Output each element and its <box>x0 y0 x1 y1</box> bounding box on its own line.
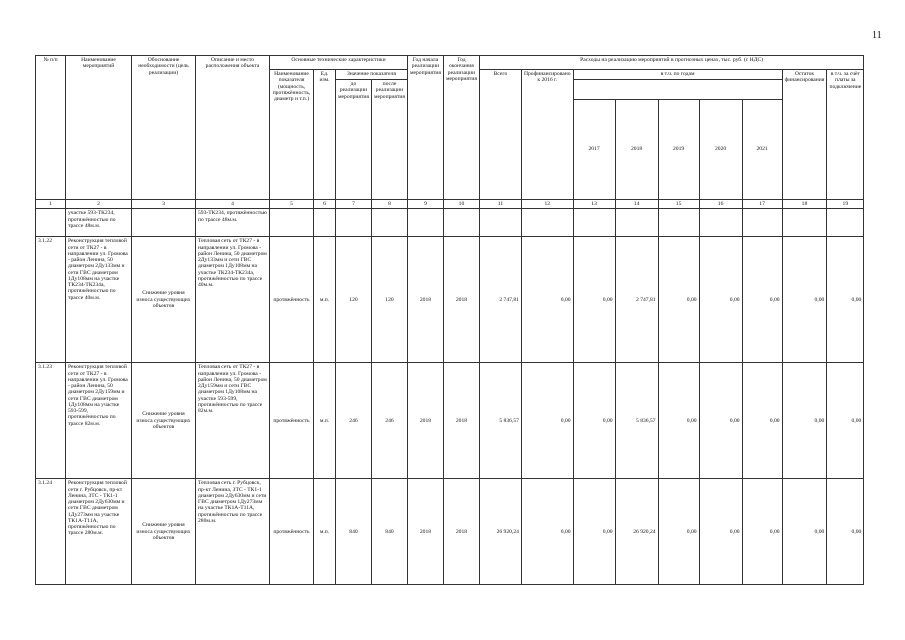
cell-before: 246 <box>336 363 372 479</box>
cell-name: Реконструкция тепловой сети от ТК27 - в направлении ул. Громова - район Ленина, 50 диаметром 2Ду159мм и сети ГВС диаметром 1Ду108мм на участке 593-599, протяжённостью по трассе 82м.м. <box>66 363 132 479</box>
table-row <box>36 363 864 479</box>
cell-2019: 0,00 <box>658 479 699 585</box>
table-row <box>36 479 864 585</box>
cell-year-start: 2018 <box>407 479 443 585</box>
cell-justification: Снижение уровня износа существующих объектов <box>132 363 196 479</box>
cell-2021: 0,00 <box>742 363 782 479</box>
column-number: 15 <box>658 200 699 209</box>
column-number: 4 <box>196 200 270 209</box>
header-tech-after: после реализации мероприятия <box>371 80 407 200</box>
cell-num: 3.1.23 <box>36 363 66 479</box>
cell-tech-name: протяжённость <box>270 237 314 363</box>
header-year: 2017 <box>573 100 615 200</box>
cell-year-end: 2018 <box>443 237 479 363</box>
cell-2017: 0,00 <box>573 479 615 585</box>
cell-2021: 0,00 <box>742 479 782 585</box>
cell-description: Тепловая сеть от ТК27 - в направлении ул. Громова - район Ленина, 50 диаметром 2Ду133мм и сети ГВС диаметром 1Ду108мм на участке ТК234-ТК234а, протяжённостью по трассе 40м.м. <box>196 237 270 363</box>
header-year: 2020 <box>699 100 742 200</box>
cell-2020: 0,00 <box>699 363 742 479</box>
table-row-continuation <box>36 209 864 237</box>
header-by-years: в т.ч. по годам <box>573 70 782 80</box>
column-number: 3 <box>132 200 196 209</box>
table-row <box>36 237 864 363</box>
column-number: 8 <box>371 200 407 209</box>
column-number: 7 <box>336 200 372 209</box>
header-funded: Профинансировано к 2016 г. <box>521 70 573 200</box>
cell-connection: 0,00 <box>827 479 864 585</box>
cell-funded: 0,00 <box>521 237 573 363</box>
header-tech-unit: Ед. изм. <box>314 70 336 200</box>
cell-name: Реконструкция тепловой сети от ТК27 - в направлении ул. Громова - район Ленина, 50 диаметром 2Ду133мм и сети ГВС диаметром 1Ду108мм на участке ТК234-ТК234а, протяжённостью по трассе 40м.м. <box>66 237 132 363</box>
cell-2019: 0,00 <box>658 363 699 479</box>
cell-year-start: 2018 <box>407 363 443 479</box>
cell-year-start: 2018 <box>407 237 443 363</box>
column-number: 6 <box>314 200 336 209</box>
header-year: 2018 <box>615 100 658 200</box>
header-tech-group: Основные технические характеристики <box>270 56 408 70</box>
cell-justification: Снижение уровня износа существующих объектов <box>132 479 196 585</box>
cell-tech-name: протяжённость <box>270 363 314 479</box>
cell-2018: 26 920,24 <box>615 479 658 585</box>
header-costs: Расходы на реализацию мероприятий в прогнозных ценах, тыс. руб. (с НДС) <box>479 56 863 70</box>
cell-remaining: 0,00 <box>782 237 827 363</box>
column-number: 12 <box>521 200 573 209</box>
cell-after: 120 <box>371 237 407 363</box>
header-num: № п/п <box>36 56 66 200</box>
cell-unit: м.п. <box>314 363 336 479</box>
column-number: 11 <box>479 200 521 209</box>
investment-table <box>35 55 864 585</box>
header-tech-values: Значение показателя <box>336 70 408 80</box>
column-number: 5 <box>270 200 314 209</box>
cell-name: Реконструкция тепловой сети г. Рубцовск, пр-кт Ленина, ЗТС - ТК1-1 диаметром 2Ду630мм и сети ГВС диаметром 1Ду273мм на участке ТК1А-Т11А, протяжённостью по трассе 280м.м. <box>66 479 132 585</box>
cell-total: 26 920,24 <box>479 479 521 585</box>
header-connection: в т.ч. за счёт платы за подключение <box>827 70 864 200</box>
column-number: 2 <box>66 200 132 209</box>
column-number: 16 <box>699 200 742 209</box>
cell-unit: м.п. <box>314 237 336 363</box>
column-number: 13 <box>573 200 615 209</box>
cell-description: Тепловая сеть г. Рубцовск, пр-кт Ленина, ЗТС - ТК1-1 диаметром 2Ду630мм и сети ГВС диаметром 1Ду273мм на участке ТК1А-Т11А, протяжённостью по трассе 280м.м. <box>196 479 270 585</box>
header-year: 2019 <box>658 100 699 200</box>
cell-num: 3.1.22 <box>36 237 66 363</box>
header-justification: Обоснование необходимости (цель реализации) <box>132 56 196 200</box>
cell-remaining: 0,00 <box>782 363 827 479</box>
cell-justification: Снижение уровня износа существующих объектов <box>132 237 196 363</box>
cell-2017: 0,00 <box>573 363 615 479</box>
cell-remaining: 0,00 <box>782 479 827 585</box>
cell-2020: 0,00 <box>699 479 742 585</box>
cell-tech-name: протяжённость <box>270 479 314 585</box>
header-tech-before: до реализации мероприятия <box>336 80 372 200</box>
cell-funded: 0,00 <box>521 363 573 479</box>
column-number: 1 <box>36 200 66 209</box>
column-number: 18 <box>782 200 827 209</box>
cell-total: 2 747,81 <box>479 237 521 363</box>
cell-after: 246 <box>371 363 407 479</box>
cell-description: Тепловая сеть от ТК27 - в направлении ул. Громова - район Ленина, 50 диаметром 2Ду159мм и сети ГВС диаметром 1Ду108мм на участке 593-599, протяжённостью по трассе 82м.м. <box>196 363 270 479</box>
column-number: 19 <box>827 200 864 209</box>
header-total: Всего <box>479 70 521 200</box>
cell-2021: 0,00 <box>742 237 782 363</box>
cell-after: 840 <box>371 479 407 585</box>
cell-year-end: 2018 <box>443 479 479 585</box>
column-number: 14 <box>615 200 658 209</box>
header-name: Наименование мероприятий <box>66 56 132 200</box>
cell-unit: м.п. <box>314 479 336 585</box>
cell-num: 3.1.24 <box>36 479 66 585</box>
column-number: 9 <box>407 200 443 209</box>
header-years-spacer <box>573 80 782 100</box>
cell-2018: 2 747,81 <box>615 237 658 363</box>
cell-2019: 0,00 <box>658 237 699 363</box>
cell-2020: 0,00 <box>699 237 742 363</box>
cell-total: 5 836,57 <box>479 363 521 479</box>
header-year: 2021 <box>742 100 782 200</box>
cell-before: 840 <box>336 479 372 585</box>
header-description: Описание и место расположения объекта <box>196 56 270 200</box>
header-year-end: Год окончания реализации мероприятия <box>443 56 479 200</box>
cell-2017: 0,00 <box>573 237 615 363</box>
header-tech-name: Наименование показателя (мощность, протяжённость, диаметр и т.п.) <box>270 70 314 200</box>
cell-connection: 0,00 <box>827 237 864 363</box>
header-remaining: Остаток финансирования <box>782 70 827 200</box>
page-number: 11 <box>872 30 882 41</box>
cell-connection: 0,00 <box>827 363 864 479</box>
cell-funded: 0,00 <box>521 479 573 585</box>
cell-2018: 5 836,57 <box>615 363 658 479</box>
column-number: 17 <box>742 200 782 209</box>
cell-name: участке 593-ТК234, протяжённостью по трассе 48м.м. <box>66 209 132 237</box>
column-number: 10 <box>443 200 479 209</box>
cell-description: 593-ТК234, протяжённостью по трассе 48м.м. <box>196 209 270 237</box>
cell-before: 120 <box>336 237 372 363</box>
column-numbers-row <box>36 200 864 209</box>
header-year-start: Год начала реализации мероприятия <box>407 56 443 200</box>
cell-year-end: 2018 <box>443 363 479 479</box>
